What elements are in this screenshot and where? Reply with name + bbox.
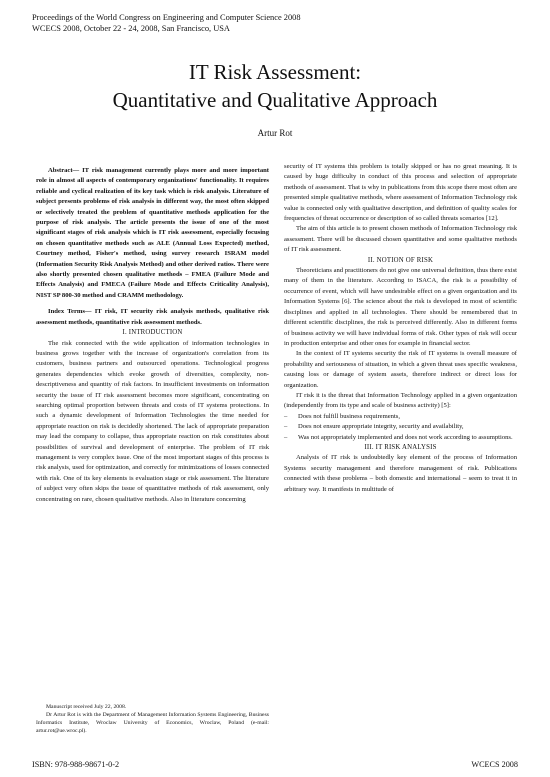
- paragraph-risk-analysis: Analysis of IT risk is undoubtedly key element of the process of Information Systems security management and therefore management of risk. Publications connected with these problems – both domestic and international – seem to treat it in arbitrary way. It manifests in multitude of: [284, 454, 517, 493]
- list-item: – Does not ensure appropriate integrity, security and availability,: [284, 422, 517, 432]
- section-heading-it-risk-analysis: III. IT RISK ANALYSIS: [364, 443, 437, 451]
- dash-marker: –: [284, 412, 288, 420]
- footnote-affiliation: Dr Artur Rot is with the Department of Management Information Systems Engineering, Business Informatics Institute, Wroclaw University of Economics, Wroclaw, Poland (e-mail: artur.rot@ue.wroc.pl).: [36, 712, 269, 734]
- right-column: [284, 162, 517, 495]
- footnote-received: Manuscript received July 22, 2008.: [46, 704, 127, 710]
- footnote: [36, 703, 269, 735]
- title-line-2: Quantitative and Qualitative Approach: [112, 88, 438, 112]
- footer-isbn: ISBN: 978-988-98671-0-2: [32, 760, 120, 769]
- list-item: – Was not appropriately implemented and does not work according to assumptions.: [284, 433, 517, 443]
- paragraph-definitions: Theoreticians and practitioners do not give one universal definition, thus there exist many of them in the literature. According to ISACA, the risk is a possibility of occurrence of event, which will have undesirable effect on a given organization and its Information Systems [6]. The science about the risk is developed in most of scientific disciplines and applied in all technologies. There should be remembered that in different scientific disciplines, the risk is perceived differently. Also in different forms of business activity we will have individual forms of risk. Other types of risk will occur in production enterprise and other ones for example in financial sector.: [284, 267, 517, 347]
- abstract: Abstract— IT risk management currently plays more and more important role in almost all aspects of contemporary organizations' functionality. It requires reliable and cyclical realization of its key task which is risk analysis. Literature of subject presents problems of risk analysis in different way, the most often skipped or selectively treated the problem of quantitative methods application for the purpose of risk analysis. The article presents the issue of one of the most significant stages of risk analysis which is IT risk assessment, especially focusing on chosen quantitative methods such as ALE (Annual Loss Expected) method, Courtney method, Fisher's method, using survey research ISRAM model (Information Security Risk Analysis Method) and other derived ratios. There were also shortly presented chosen qualitative methods – FMEA (Failure Mode and Effects Analysis) and FMECA (Failure Mode and Effects Criticality Analysis), NIST SP 800-30 method and CRAMM methodology.: [36, 167, 269, 299]
- dash-marker: –: [284, 433, 288, 441]
- author-name: Artur Rot: [257, 128, 293, 138]
- paragraph-continued: security of IT systems this problem is totally skipped or has no great meaning. It is caused by huge difficulty in conduct of this process and selection of appropriate methods of assessment. That is why in publications from this scope there most often are presented simple qualitative methods, where assessment of Information Technology risk value is connected only with qualitative description, and definition of quality scales for frequencies of threat occurrence or description of so called threats scenarios [12].: [284, 163, 517, 223]
- paper-title: [0, 58, 550, 114]
- paragraph-aim: The aim of this article is to present chosen methods of Information Technology risk assessment. There will be discussed chosen quantitative and some qualitative methods of IT risk assessment.: [284, 225, 517, 254]
- left-column: [36, 166, 269, 505]
- section-heading-notion-of-risk: II. NOTION OF RISK: [367, 256, 434, 264]
- dash-marker: –: [284, 423, 288, 431]
- section-heading-introduction: I. INTRODUCTION: [122, 329, 183, 337]
- header-proceedings: Proceedings of the World Congress on Engineering and Computer Science 2008: [32, 13, 301, 22]
- header-conference: WCECS 2008, October 22 - 24, 2008, San Francisco, USA: [32, 24, 230, 33]
- paragraph-it-security-context: In the context of IT systems security the risk of IT systems is overall measure of probability and seriousness of situation, in which a given threat uses specific weakness, causing loss or damage of system assets, therefore indirect or direct loss for organization.: [284, 350, 517, 389]
- introduction-paragraph: The risk connected with the wide application of information technologies in business grows together with the increase of organization's correlation from its customers, business partners and outsourced operations. Technological progress generates dependencies which evoke growth of diversities, complexity, non-descriptiveness and quantity of risk factors. In insufficient investments on information security the issue of IT risk assessment becomes more significant, concentrating on searching optimal proportion between threats and costs of IT systems protections. In such a dynamic development of Information Technologies the time needed for appropriate reaction on risk is decidedly shortened. The lack of appropriate preparation may lead the company to collapse, thus appropriate reaction on risk constitutes about possibilities of survival and development of enterprise. The problem of IT risk management is very complex issue. One of the most important stages of this process is risk analysis, used for optimization, and correctly for minimizations of losses connected with risk. One of its key elements is evaluation stage or risk assessment. The literature of subject very often skips the issue of quantitative methods of risk assessment, only concentrating on rare, chosen qualitative methods. Also in literature concerning: [36, 339, 269, 503]
- list-item: – Does not fulfill business requirements,: [284, 412, 517, 422]
- footer-conference: WCECS 2008: [471, 760, 518, 769]
- title-line-1: IT Risk Assessment:: [188, 60, 362, 84]
- index-terms: Index Terms— IT risk, IT security risk analysis methods, qualitative risk assessment methods, quantitative risk assessment methods.: [36, 308, 269, 326]
- running-header: [32, 12, 301, 34]
- paragraph-it-risk-threat: IT risk it is the threat that Information Technology applied in a given organization (independently from its type and scale of business activity) [5]:: [284, 391, 517, 410]
